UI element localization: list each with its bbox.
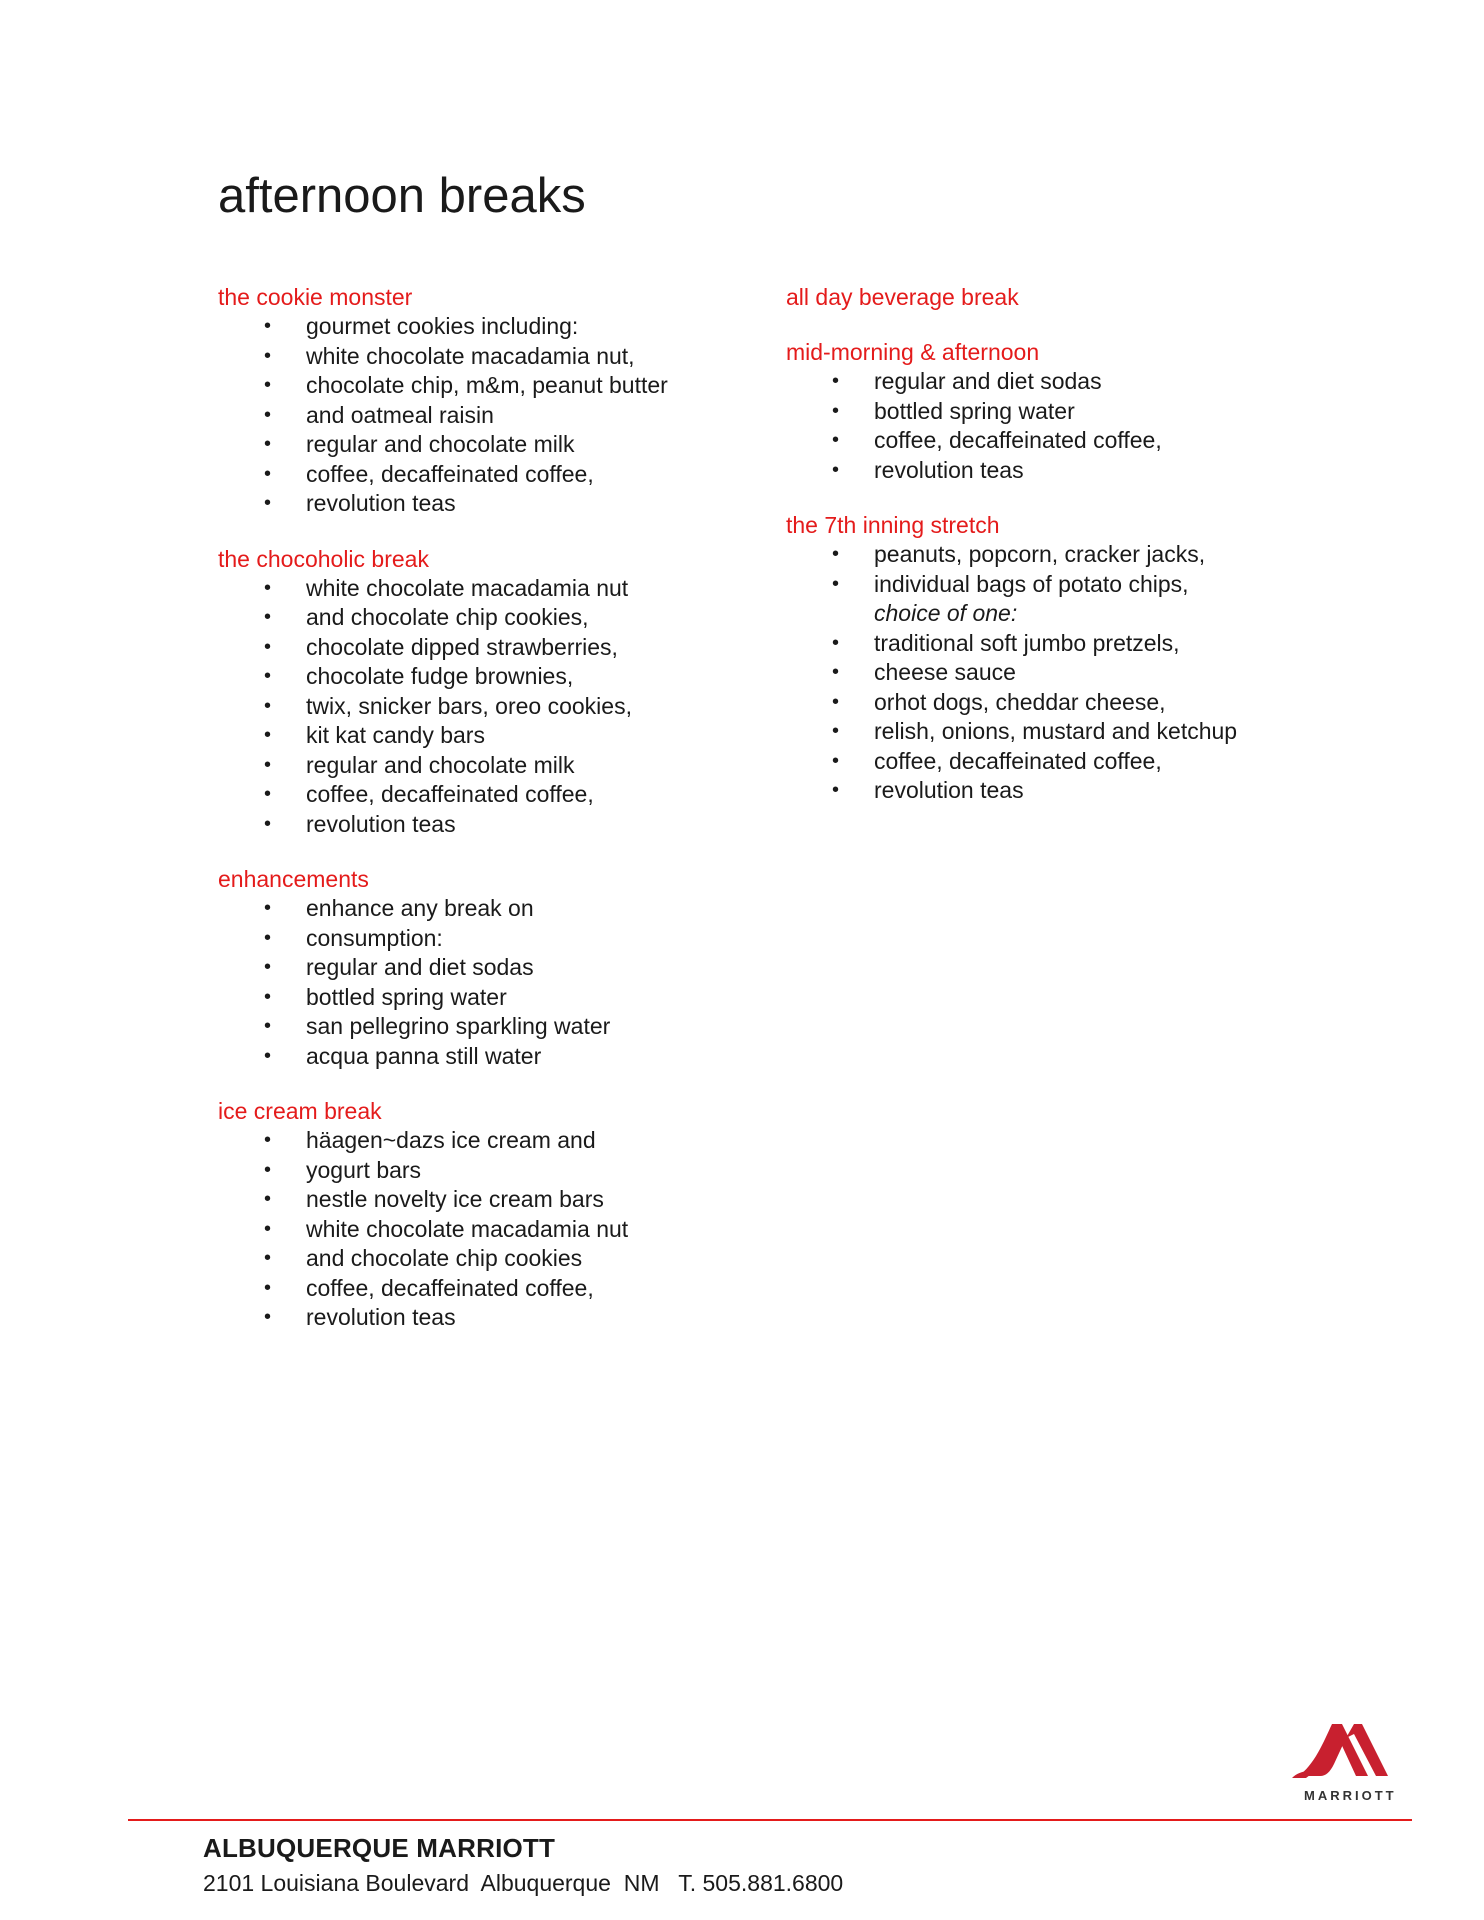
item-text: white chocolate macadamia nut, bbox=[306, 342, 635, 369]
list-item bbox=[218, 460, 738, 490]
item-text: and chocolate chip cookies bbox=[306, 1245, 583, 1271]
list-item bbox=[786, 747, 1346, 777]
bullet-icon: • bbox=[264, 403, 272, 426]
item-text: chocolate dipped strawberries, bbox=[306, 633, 618, 660]
item-text: coffee, decaffeinated coffee, bbox=[874, 427, 1162, 453]
item-text: revolution teas bbox=[874, 777, 1024, 803]
list-item bbox=[218, 810, 738, 840]
menu-section bbox=[218, 1097, 738, 1333]
item-text: coffee, decaffeinated coffee, bbox=[306, 1274, 594, 1301]
bullet-icon: • bbox=[264, 1044, 272, 1067]
list-item bbox=[218, 1244, 738, 1274]
bullet-icon: • bbox=[832, 543, 840, 565]
list-item bbox=[218, 430, 738, 460]
item-text: relish, onions, mustard and ketchup bbox=[874, 718, 1238, 744]
item-text: traditional soft jumbo pretzels, bbox=[874, 629, 1180, 656]
bullet-icon: • bbox=[264, 1188, 272, 1210]
item-list bbox=[786, 540, 1346, 806]
list-item bbox=[218, 1012, 738, 1042]
list-item bbox=[786, 456, 1346, 486]
bullet-icon: • bbox=[264, 1129, 272, 1151]
item-text: bottled spring water bbox=[874, 397, 1075, 424]
item-list bbox=[218, 1126, 738, 1333]
bullet-icon: • bbox=[264, 492, 272, 514]
list-item bbox=[218, 1215, 738, 1245]
list-item bbox=[786, 570, 1346, 629]
list-item bbox=[218, 489, 738, 519]
list-item bbox=[786, 426, 1346, 456]
bullet-icon: • bbox=[264, 1306, 272, 1328]
item-text: and chocolate chip cookies, bbox=[306, 604, 589, 630]
item-text: revolution teas bbox=[306, 1304, 456, 1330]
item-list bbox=[218, 894, 738, 1071]
bullet-icon: • bbox=[832, 399, 840, 422]
bullet-icon: • bbox=[264, 315, 272, 337]
list-item bbox=[786, 658, 1346, 688]
item-text: bottled spring water bbox=[306, 983, 507, 1010]
item-text: chocolate fudge brownies, bbox=[306, 663, 574, 689]
bullet-icon: • bbox=[264, 576, 272, 599]
bullet-icon: • bbox=[264, 1276, 272, 1299]
list-item bbox=[218, 751, 738, 781]
bullet-icon: • bbox=[264, 635, 272, 658]
section-title: the 7th inning stretch bbox=[786, 512, 1000, 538]
logo-brand-text: MARRIOTT bbox=[1304, 1788, 1397, 1803]
item-text: white chocolate macadamia nut bbox=[306, 574, 629, 601]
list-item bbox=[218, 894, 738, 924]
bullet-icon: • bbox=[264, 812, 272, 835]
list-item bbox=[218, 780, 738, 810]
footer-divider bbox=[128, 1819, 1412, 1821]
bullet-icon: • bbox=[264, 783, 272, 805]
bullet-icon: • bbox=[832, 661, 840, 683]
list-item bbox=[218, 924, 738, 954]
menu-section bbox=[218, 865, 738, 1071]
item-text: consumption: bbox=[306, 924, 443, 951]
bullet-icon: • bbox=[264, 956, 272, 978]
bullet-icon: • bbox=[264, 1015, 272, 1037]
list-item bbox=[218, 1185, 738, 1215]
item-text: revolution teas bbox=[306, 490, 456, 516]
list-item bbox=[786, 367, 1346, 397]
bullet-icon: • bbox=[832, 572, 840, 595]
list-item bbox=[786, 397, 1346, 427]
item-text: regular and diet sodas bbox=[306, 954, 534, 980]
bullet-icon: • bbox=[832, 779, 840, 801]
footer-address: 2101 Louisiana Boulevard Albuquerque NM T. 505.881.6800 bbox=[203, 1870, 844, 1896]
item-text: coffee, decaffeinated coffee, bbox=[306, 460, 594, 487]
section-title: all day beverage break bbox=[786, 284, 1019, 310]
item-text: nestle novelty ice cream bars bbox=[306, 1186, 604, 1212]
list-item bbox=[218, 633, 738, 663]
bullet-icon: • bbox=[264, 897, 272, 919]
item-text: cheese sauce bbox=[874, 659, 1016, 685]
list-item bbox=[218, 1126, 738, 1156]
list-item bbox=[786, 688, 1346, 718]
item-text: twix, snicker bars, oreo cookies, bbox=[306, 692, 632, 719]
bullet-icon: • bbox=[832, 458, 840, 481]
bullet-icon: • bbox=[832, 370, 840, 392]
right-column bbox=[786, 283, 1346, 832]
bullet-icon: • bbox=[264, 1217, 272, 1240]
list-item bbox=[218, 342, 738, 372]
list-item bbox=[786, 776, 1346, 806]
bullet-icon: • bbox=[264, 985, 272, 1008]
item-text: regular and chocolate milk bbox=[306, 431, 575, 457]
item-text: individual bags of potato chips, bbox=[874, 570, 1189, 597]
bullet-icon: • bbox=[264, 1247, 272, 1269]
list-item bbox=[218, 721, 738, 751]
menu-section bbox=[218, 545, 738, 840]
item-text: acqua panna still water bbox=[306, 1042, 542, 1069]
list-item bbox=[218, 371, 738, 401]
list-item bbox=[218, 983, 738, 1013]
list-item bbox=[218, 574, 738, 604]
bullet-icon: • bbox=[264, 1158, 272, 1181]
item-text: kit kat candy bars bbox=[306, 722, 485, 748]
item-text: orhot dogs, cheddar cheese, bbox=[874, 688, 1166, 715]
list-item bbox=[218, 401, 738, 431]
bullet-icon: • bbox=[264, 753, 272, 776]
list-item bbox=[218, 1042, 738, 1072]
list-item bbox=[218, 692, 738, 722]
menu-section bbox=[786, 338, 1346, 485]
bullet-icon: • bbox=[264, 926, 272, 949]
item-text: enhance any break on bbox=[306, 895, 534, 921]
list-item bbox=[218, 1156, 738, 1186]
section-title: enhancements bbox=[218, 866, 369, 892]
item-text: regular and diet sodas bbox=[874, 368, 1102, 394]
bullet-icon: • bbox=[832, 631, 840, 654]
bullet-icon: • bbox=[264, 694, 272, 717]
item-text: and oatmeal raisin bbox=[306, 401, 494, 428]
item-text: coffee, decaffeinated coffee, bbox=[306, 781, 594, 807]
item-note: choice of one: bbox=[874, 600, 1018, 626]
item-text: gourmet cookies including: bbox=[306, 313, 579, 339]
item-text: yogurt bars bbox=[306, 1156, 422, 1183]
bullet-icon: • bbox=[832, 749, 840, 772]
bullet-icon: • bbox=[264, 665, 272, 687]
item-text: san pellegrino sparkling water bbox=[306, 1013, 611, 1039]
list-item bbox=[786, 717, 1346, 747]
bullet-icon: • bbox=[264, 433, 272, 455]
footer-hotel-name: ALBUQUERQUE MARRIOTT bbox=[203, 1833, 556, 1863]
bullet-icon: • bbox=[264, 374, 272, 396]
list-item bbox=[786, 540, 1346, 570]
item-text: häagen~dazs ice cream and bbox=[306, 1127, 596, 1153]
bullet-icon: • bbox=[264, 462, 272, 485]
menu-section bbox=[786, 283, 1346, 312]
bullet-icon: • bbox=[264, 724, 272, 746]
list-item bbox=[218, 603, 738, 633]
list-item bbox=[786, 629, 1346, 659]
bullet-icon: • bbox=[264, 606, 272, 628]
item-text: chocolate chip, m&m, peanut butter bbox=[306, 372, 668, 398]
item-text: regular and chocolate milk bbox=[306, 751, 575, 778]
section-title: ice cream break bbox=[218, 1098, 382, 1124]
menu-section bbox=[786, 511, 1346, 806]
item-text: revolution teas bbox=[306, 810, 456, 837]
item-list bbox=[218, 574, 738, 840]
item-text: white chocolate macadamia nut bbox=[306, 1215, 629, 1242]
bullet-icon: • bbox=[832, 720, 840, 742]
section-title: mid-morning & afternoon bbox=[786, 339, 1040, 365]
item-list bbox=[218, 312, 738, 519]
item-text: peanuts, popcorn, cracker jacks, bbox=[874, 541, 1206, 567]
item-text: coffee, decaffeinated coffee, bbox=[874, 747, 1162, 774]
bullet-icon: • bbox=[832, 429, 840, 451]
item-list bbox=[786, 367, 1346, 485]
list-item bbox=[218, 1303, 738, 1333]
list-item bbox=[218, 312, 738, 342]
page-title: afternoon breaks bbox=[218, 169, 586, 223]
menu-section bbox=[218, 283, 738, 519]
left-column bbox=[218, 283, 738, 1359]
section-title: the chocoholic break bbox=[218, 545, 429, 572]
bullet-icon: • bbox=[832, 690, 840, 713]
section-title: the cookie monster bbox=[218, 284, 413, 310]
list-item bbox=[218, 953, 738, 983]
list-item bbox=[218, 1274, 738, 1304]
item-text: revolution teas bbox=[874, 456, 1024, 483]
list-item bbox=[218, 662, 738, 692]
bullet-icon: • bbox=[264, 344, 272, 367]
